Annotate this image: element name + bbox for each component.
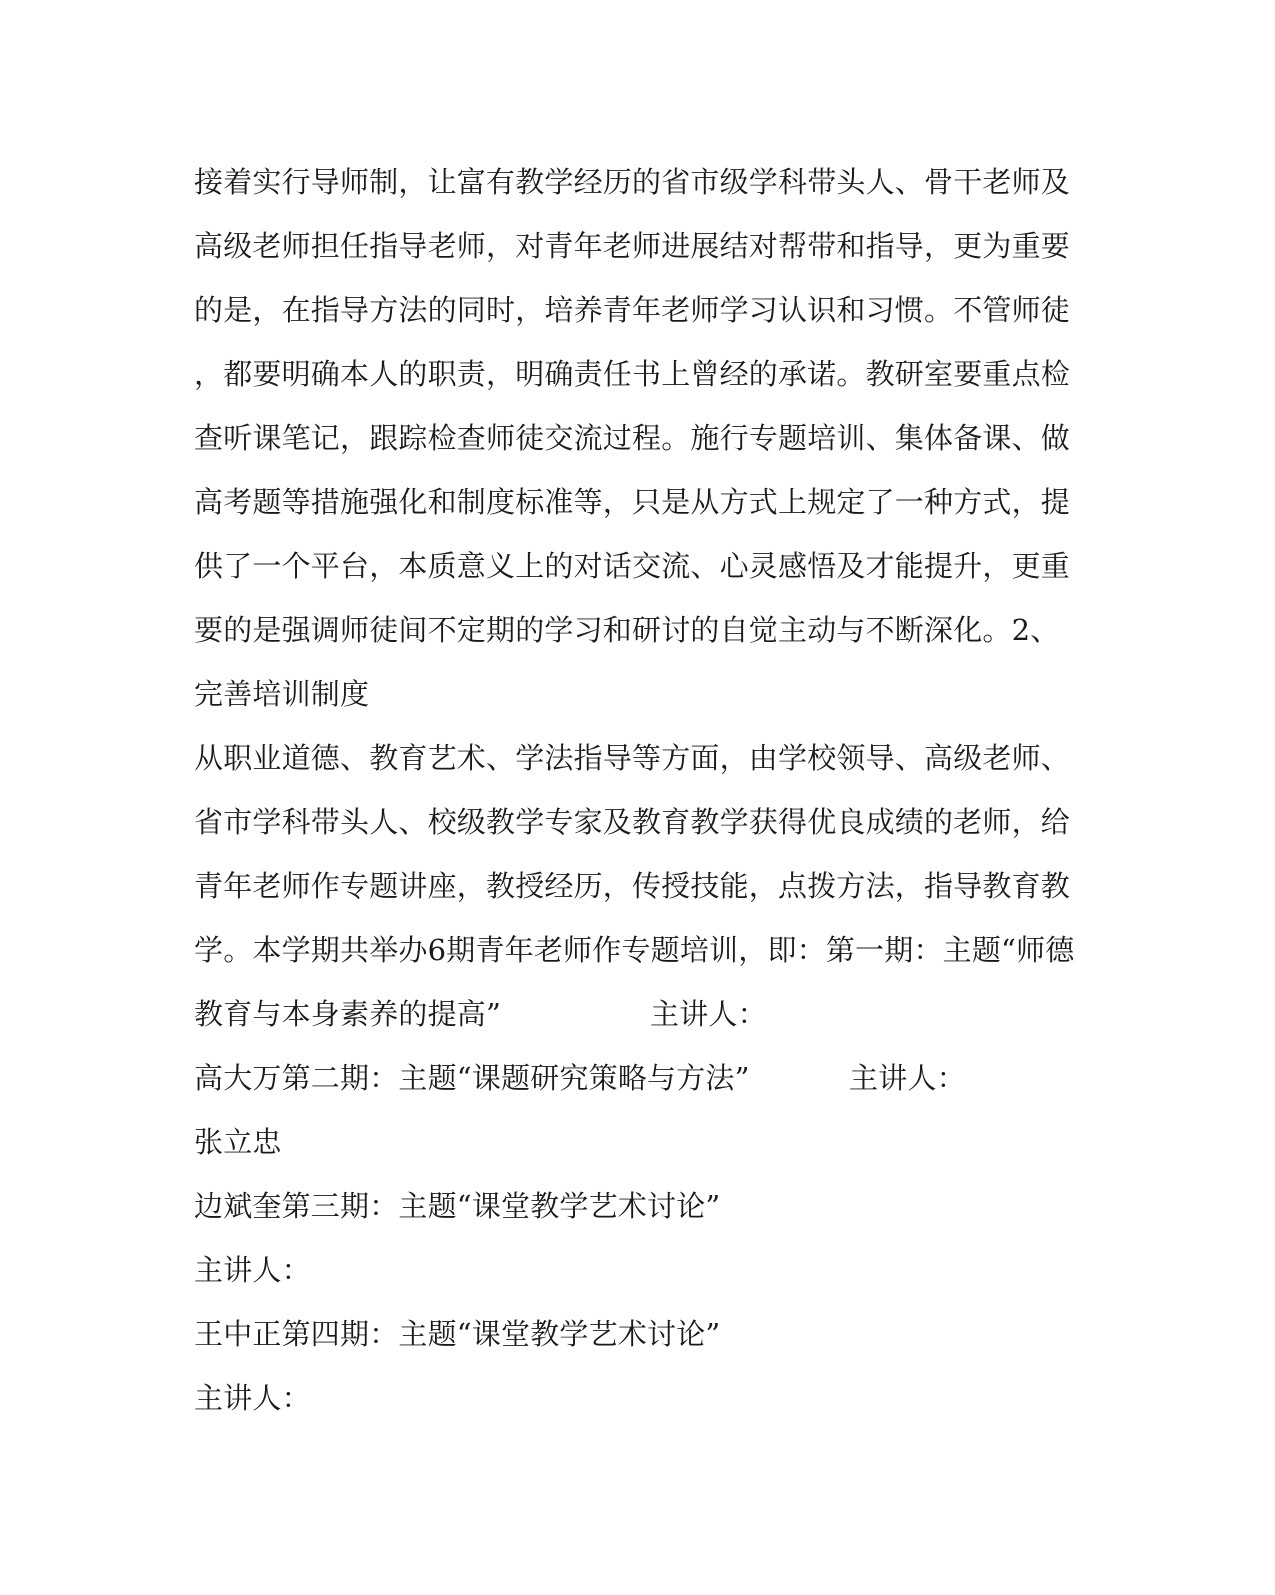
paragraph-1-line-2: 高级老师担任指导老师，对青年老师进展结对帮带和指导，更为重要 <box>194 229 1071 263</box>
session-line-7: 主讲人： <box>194 1381 311 1415</box>
paragraph-1-line-7: 供了一个平台，本质意义上的对话交流、心灵感悟及才能提升，更重 <box>194 549 1071 583</box>
section-heading: 完善培训制度 <box>194 677 370 711</box>
session-line-5: 主讲人： <box>194 1253 311 1287</box>
session-line-4: 边斌奎第三期：主题“课堂教学艺术讨论” <box>194 1189 721 1223</box>
session-line-2 <box>194 1058 994 1098</box>
paragraph-1-line-5: 查听课笔记，跟踪检查师徒交流过程。施行专题培训、集体备课、做 <box>194 421 1071 455</box>
session-2-topic: 高大万第二期：主题“课题研究策略与方法” <box>194 1061 750 1095</box>
paragraph-2-line-2: 省市学科带头人、校级教学专家及教育教学获得优良成绩的老师，给 <box>194 805 1071 839</box>
paragraph-2-line-4: 学。本学期共举办6期青年老师作专题培训，即：第一期：主题“师德 <box>194 933 1075 967</box>
session-2-speaker-label: 主讲人： <box>849 1061 966 1095</box>
paragraph-1-line-1: 接着实行导师制，让富有教学经历的省市级学科带头人、骨干老师及 <box>194 165 1071 199</box>
session-line-3: 张立忠 <box>194 1125 282 1159</box>
paragraph-1-line-3: 的是，在指导方法的同时，培养青年老师学习认识和习惯。不管师徒 <box>194 293 1071 327</box>
paragraph-1-line-6: 高考题等措施强化和制度标准等，只是从方式上规定了一种方式，提 <box>194 485 1071 519</box>
paragraph-1-line-4: ，都要明确本人的职责，明确责任书上曾经的承诺。教研室要重点检 <box>194 357 1071 391</box>
session-1-topic: 教育与本身素养的提高” <box>194 997 502 1031</box>
session-1-speaker-label: 主讲人： <box>650 997 767 1031</box>
session-line-1 <box>194 994 894 1034</box>
paragraph-1-line-8: 要的是强调师徒间不定期的学习和研讨的自觉主动与不断深化。2、 <box>194 613 1060 647</box>
session-line-6: 王中正第四期：主题“课堂教学艺术讨论” <box>194 1317 721 1351</box>
paragraph-2-line-3: 青年老师作专题讲座，教授经历，传授技能，点拨方法，指导教育教 <box>194 869 1071 903</box>
paragraph-2-line-1: 从职业道德、教育艺术、学法指导等方面，由学校领导、高级老师、 <box>194 741 1071 775</box>
